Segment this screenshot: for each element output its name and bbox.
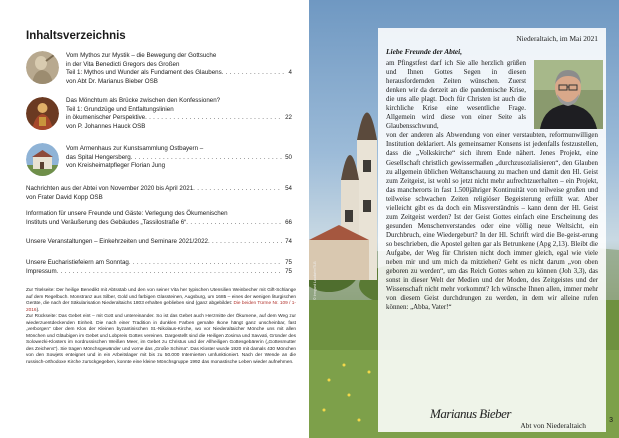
page-number: 3 — [609, 417, 613, 424]
leader-dots — [145, 114, 282, 123]
toc-entry-line: Teil 1: Grundzüge und Entfaltungslinien — [66, 105, 174, 113]
toc-entry-line — [66, 154, 292, 163]
image-captions — [26, 288, 296, 366]
toc-entry-text: Instituts und Veräußerung des Gebäudes „Tassilostraße 6“ — [26, 218, 187, 226]
toc-author: von Frater David Kopp OSB — [26, 193, 103, 201]
caption-text: Zur Titelseite: Der heilige Benedikt mit Abtsstab und den von seiner Vita her typischen Utensilien Weinbecher mit Gift-Schlange auf dem Regelbuch. Monstranz aus Silber, Gold und farbigen Glassteinen, Augsburg, um 1685 – eines der wenigen liturgischen Geräte, die nach der Säkularisation Niederaltaichs 1803 erhalten geblieben sind (ganz abgebildet: — [26, 288, 296, 306]
toc-entry-4[interactable] — [26, 185, 292, 202]
toc-entry-2[interactable] — [66, 97, 292, 131]
toc-entry-line — [66, 69, 292, 78]
toc-entry-6[interactable] — [26, 238, 292, 247]
toc-entry-5[interactable] — [26, 210, 292, 227]
toc-entry-line: Das Mönchtum als Brücke zwischen den Konfessionen? — [66, 97, 221, 104]
abbot-portrait-icon — [534, 60, 603, 129]
statue-thumbnail-icon — [26, 51, 59, 84]
toc-entry-text: in ökumenischer Perspektive — [66, 114, 146, 122]
toc-entry-line — [26, 238, 292, 247]
leader-dots — [208, 238, 282, 247]
letter-main: von der anderen als Abwendung von einer verstaubten, reformunwilligen Institution deklariert. Als gemeinsamer Konsens ist jedenfalls festzustellen, dass die „Volkskirche“ sich ihrem Ende nähert. Jenes Projekt, eine Gesellschaft christlich gewissermaßen „durchzusozialisieren“, den Glauben zu allgemein üblichen Weltanschauung zu machen und damit den Hl. Geist zum Zeitgeist, ist wohl so jetzt nicht mehr aufrechtzuerhalten – ein Projekt, das mancherorts in fast 1.500jähriger Kontinuität von teilweise großen und teilweise schwachen Zeiten religiöser Begeisterung erfüllt war. Aber vielleicht gibt es da doch ein Missverständnis – kann denn der Hl. Geist zum Zeitgeist werden? Ist der Geist Gottes einfach eine Erscheinung des gesunden Menschenverstandes oder eine völlig neue Weltsicht, ein Durchbruch, eine Wiedergeburt? In der Hl. Schrift wird die Be-geist-erung so beschrieben, die Apostel gelten gar als Betrunkene (Apg 2,13). Bleibt die Aufgabe, der Weg für Christen nicht doch immer gleich, egal wie viele neben mir und um mich da mitziehen? Geht es nicht darum „von oben geboren zu werden“, um das Reich Gottes sehen zu können (Joh 3,3), das sonst in dieser Welt der Medien und der Moden, des Zeitgeistes und der Wissenschaft nicht mehr vorkommt? Ich wünsche Ihnen allen, immer mehr von diesem Geist durchdrungen zu werden, in dem wir alleine rufen können: „Abba, Vater!“ — [386, 131, 598, 312]
painting-thumbnail-icon — [26, 97, 59, 130]
toc-entry-line: Vom Armenhaus zur Kunstsammlung Ostbayern – — [66, 145, 204, 152]
toc-author: von P. Johannes Hauck OSB — [66, 122, 146, 130]
toc-page-number: 50 — [285, 153, 292, 161]
toc-entry-line: in der Vita Benedicti Gregors des Großen — [66, 60, 180, 68]
toc-entry-text: Unsere Veranstaltungen – Einkehrzeiten und Seminare 2021/2022 — [26, 238, 208, 245]
leader-dots — [57, 268, 283, 277]
toc-author: von Kreisheimatpfleger Florian Jung — [66, 162, 166, 170]
toc-page-number: 75 — [285, 259, 292, 266]
signature-name: Abt von Niederaltaich — [520, 421, 586, 430]
toc-entry-line — [66, 114, 292, 123]
right-page — [309, 0, 619, 438]
handwritten-signature: Marianus Bieber — [430, 406, 511, 421]
toc-entry-text: Impressum — [26, 267, 57, 275]
toc-entry-text: das Spital Hengersberg — [66, 153, 131, 161]
toc-page-number: 75 — [285, 267, 292, 275]
toc-entry-7[interactable] — [26, 259, 292, 276]
letter-intro: am Pfingstfest darf ich Sie alle herzlich grüßen und Ihnen Gottes Segen in diesen herausfordernden Zeiten wünschen. Zuerst denken wir da derzeit an die pandemische Krise, die uns alle plagt. Doch für Christen ist auch die kirchliche Krise eine wesentliche Frage. Allgemein wird diese von einer Seite als Glaubensschwund, — [386, 59, 526, 131]
toc-entry-line — [26, 268, 292, 277]
leader-dots — [193, 185, 282, 194]
photo-credit: © Irmgard Laudahn/TLB — [313, 261, 317, 300]
toc-title: Inhaltsverzeichnis — [26, 30, 126, 42]
toc-page-number: 66 — [285, 218, 292, 226]
letter-date: Niederaltaich, im Mai 2021 — [516, 34, 598, 43]
left-page — [0, 0, 309, 438]
toc-entry-line — [26, 185, 292, 194]
letter-greeting: Liebe Freunde der Abtei, — [386, 47, 463, 56]
toc-entry-3[interactable] — [66, 145, 292, 171]
caption-titelseite — [26, 288, 296, 314]
toc-entry-line: Vom Mythos zur Mystik – die Bewegung der Gottsuche — [66, 52, 217, 59]
caption-rueckseite: Zur Rückseite: Das Gebet eint – mit Gott und untereinander. So ist das Gebet auch Herzmitte der Ökumene, auf dem Weg zur wiederzuentdeckenden Einheit. Die nach einer Tradition in dunklen Farben gemalte Ikone hängt ganz unscheinbar, fast „verborgen“ über dem Klos der Kleinen byzantinischen St.-Nikolaus-Kirche, wo vor Niederaltaicher Mönche uns mit allen Mönchen und Gläubigen im Gebet und Lobpreis Gottes vereinen. Dargestellt sind die Heiligen Zosima und Savvati, Gründer des Solowezki-Klosters im nordrussischen Weißen Meer, im Gebet zu Christus und der Allheiligen Gottesgebärerin („Gottesmutter des Zeichens“). Sie tragen Mönchsgewänder und vorne das „Große Schima“. Das Kloster wurde 1920 mit damals 430 Mönchen von den Sowjets enteignet und in ein Arbeitslager mit bis zu 50.000 Internierten umfunktioniert. Nach der Wende an die russisch-orthodoxe Kirche zurückgegeben, konnte eine kleine Mönchsgruppe 1992 das monastische Leben wieder aufnehmen. — [26, 314, 296, 365]
leader-dots — [222, 69, 286, 78]
toc-page-number: 74 — [285, 238, 292, 245]
caption-text: ). — [36, 307, 40, 313]
toc-entry-text: Unsere Eucharistiefeiern am Sonntag — [26, 259, 129, 266]
toc-page-number: 54 — [285, 185, 292, 192]
toc-entry-line — [26, 219, 292, 228]
toc-entry-1[interactable] — [66, 52, 292, 86]
toc-page-number: 22 — [285, 114, 292, 122]
leader-dots — [186, 219, 282, 228]
toc-page-number: 4 — [288, 69, 292, 77]
toc-entry-text: Nachrichten aus der Abtei von November 2020 bis April 2021 — [26, 185, 194, 192]
toc-entry-line — [26, 259, 292, 268]
caption-reference-link[interactable]: Die beiden Türme Nr. 109 / 1-2016 — [26, 301, 296, 313]
toc-entry-line: Information für unsere Freunde und Gäste: Verlegung des Ökumenischen — [26, 210, 228, 217]
leader-dots — [131, 154, 282, 163]
leader-dots — [129, 259, 282, 268]
toc-author: von Abt Dr. Marianus Bieber OSB — [66, 77, 158, 85]
building-thumbnail-icon — [26, 143, 59, 176]
toc-entry-text: Teil 1: Mythos und Wunder als Fundament des Glaubens — [66, 69, 222, 77]
